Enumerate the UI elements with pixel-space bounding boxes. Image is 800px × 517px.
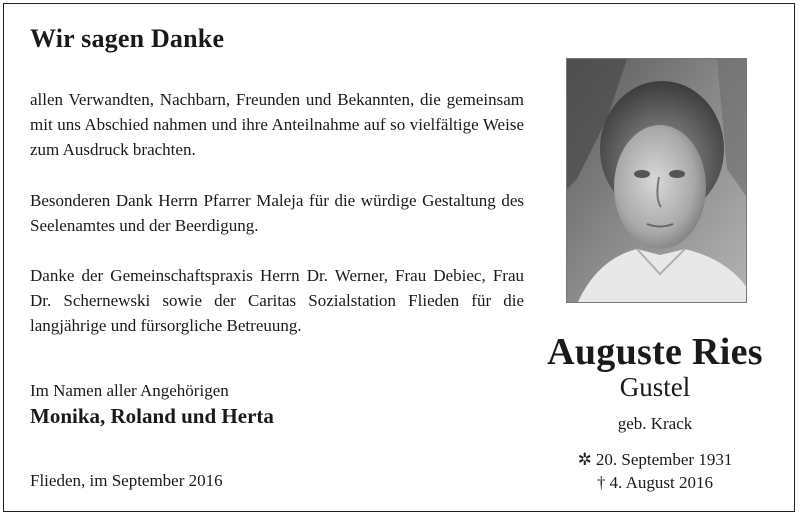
thanks-paragraph-2: Besonderen Dank Herrn Pfarrer Maleja für die würdige Gestaltung des Seelenamtes und der Beerdigung. — [30, 191, 524, 235]
deceased-name: Auguste Ries — [547, 331, 763, 373]
family-names: Monika, Roland und Herta — [30, 404, 274, 428]
notice-heading: Wir sagen Danke — [30, 24, 225, 53]
birth-line — [520, 450, 790, 470]
maiden-name: geb. Krack — [617, 414, 693, 433]
place-and-date: Flieden, im September 2016 — [30, 471, 223, 490]
birth-symbol: ✲ — [577, 450, 592, 469]
deceased-nickname: Gustel — [619, 372, 691, 402]
on-behalf-line: Im Namen aller Angehörigen — [30, 381, 229, 400]
thanks-paragraph-3: Danke der Gemeinschaftspraxis Herrn Dr. Werner, Frau Debiec, Frau Dr. Schernewski sowie der Caritas Sozialstation Flieden für die langjährige und fürsorgliche Betreuung. — [30, 266, 524, 335]
death-date: 4. August 2016 — [609, 473, 713, 492]
birth-date: 20. September 1931 — [595, 450, 733, 469]
death-symbol: † — [597, 473, 606, 492]
thanks-paragraph-1: allen Verwandten, Nachbarn, Freunden und Bekannten, die gemeinsam mit uns Abschied nahmen und ihre Anteilnahme auf so vielfältige Weise zum Ausdruck brachten. — [30, 90, 524, 159]
death-line — [520, 473, 790, 493]
portrait-photo — [566, 58, 747, 303]
